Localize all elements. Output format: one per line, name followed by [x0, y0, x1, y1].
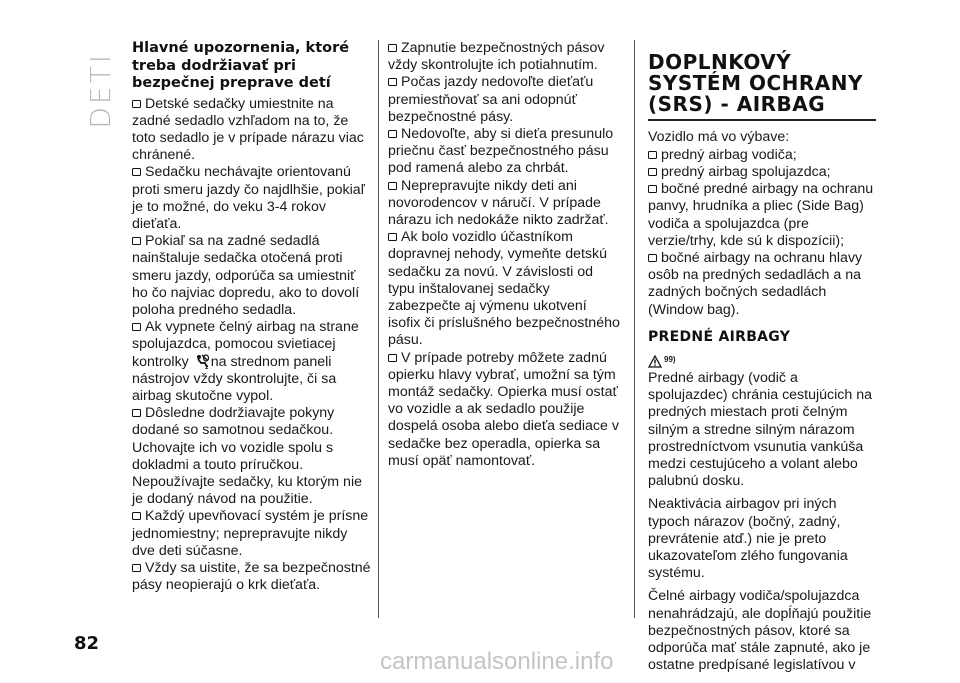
bullet-item: Pokiaľ sa na zadné sedadlá nainštaluje sedačka otočená proti smeru jazdy, odporúča sa umiestniť ho čo najviac dopredu, ako to dovolí poloha predného sedadla. [132, 233, 360, 318]
bullet-item: Nedovoľte, aby si dieťa presunulo priečnu časť bezpečnostného pásu pod ramená alebo za chrbát. [388, 126, 614, 177]
checkbox-bullet-icon [388, 78, 397, 86]
bullet-item: Ak bolo vozidlo účastníkom dopravnej nehody, vymeňte detskú sedačku za novú. V závislosti od typu inštalovanej sedačky zabezpečte aj výmenu ukotvení isofix či príslušného bezpečnostného pásu. [388, 229, 620, 349]
section-title: DOPLNKOVÝ SYSTÉM OCHRANY (SRS) - AIRBAG [648, 50, 863, 116]
checkbox-bullet-icon [388, 44, 397, 52]
checkbox-bullet-icon [132, 564, 141, 572]
checkbox-bullet-icon [132, 237, 141, 245]
paragraph: Predné airbagy (vodič a spolujazdec) chránia cestujúcich na predných miestach proti čelným silným a stredne silným nárazom prostredníctvom vsunutia vankúša medzi cestujúceho a volant alebo palubnú dosku. [648, 369, 872, 490]
checkbox-bullet-icon [388, 354, 397, 362]
bullet-item: Ak vypnete čelný airbag na strane spolujazdca, pomocou svietiacej kontrolky 2 na strednom paneli nástrojov vždy skontrolujte, či sa airbag skutočne vypol. [132, 319, 359, 404]
bullet-item: bočné airbagy na ochranu hlavy osôb na predných sedadlách a na zadných bočných sedadlách (Window bag). [648, 249, 863, 318]
watermark: carmanualsonline.info [380, 648, 614, 675]
column-2 [388, 40, 620, 470]
checkbox-bullet-icon [132, 100, 141, 108]
bullet-item: Detské sedačky umiestnite na zadné sedadlo vzhľadom na to, že toto sedadlo je v prípade nárazu viac chránené. [132, 95, 364, 164]
intro-text: Vozidlo má vo výbave: [648, 128, 790, 145]
bullet-item: predný airbag spolujazdca; [648, 164, 876, 181]
bullet-item: predný airbag vodiča; [648, 147, 876, 164]
column-1 [132, 40, 372, 594]
bullet-item: Vždy sa uistite, že sa bezpečnostné pásy neopierajú o krk dieťaťa. [132, 559, 371, 594]
section-heading: Hlavné upozornenia, ktoré treba dodržiavať pri bezpečnej preprave detí [132, 40, 350, 91]
bullet-item: bočné predné airbagy na ochranu panvy, hrudníka a pliec (Side Bag) vodiča a spolujazdca (pre verzie/trhy, kde sú k dispozícii); [648, 181, 874, 249]
checkbox-bullet-icon [388, 130, 397, 138]
bullet-item: Neprepravujte nikdy deti ani novorodencov v náručí. V prípade nárazu ich nedokáže nikto zadržať. [388, 177, 609, 229]
column-divider [634, 40, 635, 618]
bullet-item: Dôsledne dodržiavajte pokyny dodané so samotnou sedačkou. Uchovajte ich vo vozidle spolu s dokladmi a touto príručkou. Nepoužívajte sedačky, ku ktorým nie je dodaný návod na použitie. [132, 405, 362, 508]
title-underline [648, 119, 876, 121]
checkbox-bullet-icon [648, 254, 657, 262]
section-tab-label: DETI [84, 52, 117, 129]
checkbox-bullet-icon [648, 168, 657, 176]
passenger-airbag-off-icon [195, 354, 209, 369]
checkbox-bullet-icon [648, 151, 657, 159]
checkbox-bullet-icon [132, 168, 141, 176]
column-3 [648, 40, 876, 680]
checkbox-bullet-icon [388, 233, 397, 241]
bullet-item: Každý upevňovací systém je prísne jednomiestny; neprepravujte nikdy dve deti súčasne. [132, 508, 369, 559]
svg-text:2: 2 [204, 364, 209, 369]
page-number: 82 [74, 633, 100, 654]
warning-triangle-icon [648, 355, 662, 368]
checkbox-bullet-icon [648, 185, 657, 193]
bullet-item: Zapnutie bezpečnostných pásov vždy skontrolujte ich potiahnutím. [388, 40, 605, 74]
checkbox-bullet-icon [388, 182, 397, 190]
warning-reference: 99) [648, 348, 876, 368]
column-divider [378, 40, 379, 618]
checkbox-bullet-icon [132, 512, 141, 520]
bullet-item: V prípade potreby môžete zadnú opierku hlavy vybrať, umožní sa tým montáž sedačky. Opierka musí ostať vo vozidle a ak sedadlo použije dospelá osoba alebo dieťa sediace v sedačke bez operadla, opierka sa musí opäť namontovať. [388, 349, 619, 469]
checkbox-bullet-icon [132, 323, 141, 331]
subsection-title: PREDNÉ AIRBAGY [648, 328, 791, 345]
paragraph: Neaktivácia airbagov pri iných typoch nárazov (bočný, zadný, prevrátenie atď.) nie je preto ukazovateľom zlého fungovania systému. [648, 496, 848, 582]
checkbox-bullet-icon [132, 409, 141, 417]
paragraph: Čelné airbagy vodiča/spolujazdca nenahrádzajú, ale dopĺňajú použitie bezpečnostných pásov, ktoré sa odporúča mať stále zapnuté, ako je ostatne predpísané legislatívou v [648, 588, 872, 674]
bullet-item: Počas jazdy nedovoľte dieťaťu premiestňovať sa ani odopnúť bezpečnostné pásy. [388, 74, 594, 125]
bullet-item: Sedačku nechávajte orientovanú proti smeru jazdy čo najdlhšie, pokiaľ je to možné, do veku 3-4 rokov dieťaťa. [132, 164, 365, 232]
